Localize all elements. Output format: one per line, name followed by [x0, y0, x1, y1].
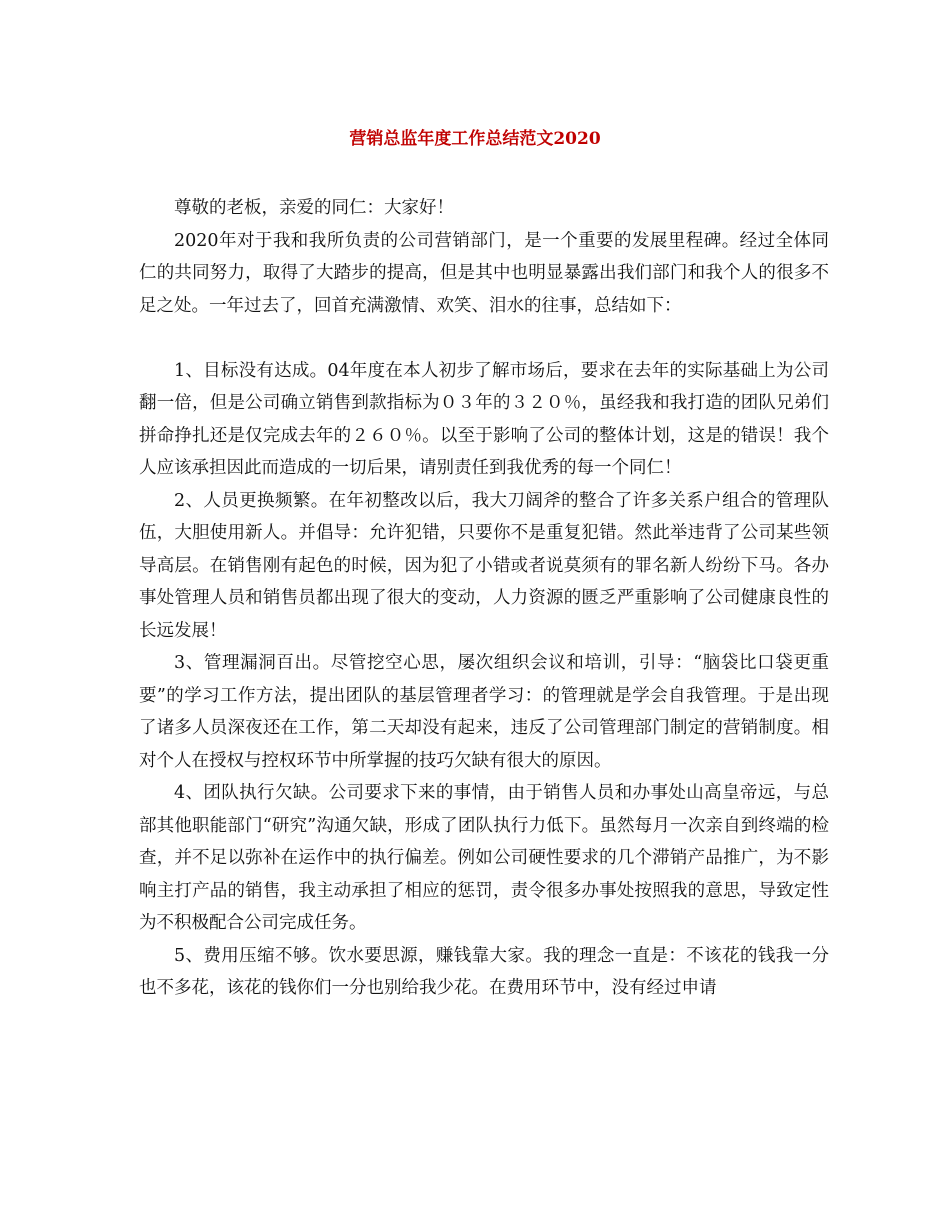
document-title: 营销总监年度工作总结范文2020 [349, 129, 601, 149]
paragraph-item-3: 3、管理漏洞百出。尽管挖空心思，屡次组织会议和培训，引导：“脑袋比口袋更重要”的学习工作方法，提出团队的基层管理者学习：的管理就是学会自我管理。于是出现了诸多人员深夜还在工作，第二天却没有起来，违反了公司管理部门制定的营销制度。相对个人在授权与控权环节中所掌握的技巧欠缺有很大的原因。 [139, 653, 829, 771]
paragraph-item-5: 5、费用压缩不够。饮水要思源，赚钱靠大家。我的理念一直是：不该花的钱我一分也不多花，该花的钱你们一分也别给我少花。在费用环节中，没有经过申请 [139, 945, 829, 998]
paragraph-item-1: 1、目标没有达成。04年度在本人初步了解市场后，要求在去年的实际基础上为公司翻一倍，但是公司确立销售到款指标为０３年的３２０％，虽经我和我打造的团队兄弟们拼命挣扎还是仅完成去年的２６０％。以至于影响了公司的整体计划，这是的错误！我个人应该承担因此而造成的一切后果，请别责任到我优秀的每一个同仁！ [139, 360, 829, 478]
paragraph-item-4: 4、团队执行欠缺。公司要求下来的事情，由于销售人员和办事处山高皇帝远，与总部其他职能部门“研究”沟通欠缺，形成了团队执行力低下。虽然每月一次亲自到终端的检查，并不足以弥补在运作中的执行偏差。例如公司硬性要求的几个滞销产品推广，为不影响主打产品的销售，我主动承担了相应的惩罚，责令很多办事处按照我的意思，导致定性为不积极配合公司完成任务。 [139, 783, 829, 933]
paragraph-intro: 2020年对于我和我所负责的公司营销部门，是一个重要的发展里程碑。经过全体同仁的共同努力，取得了大踏步的提高，但是其中也明显暴露出我们部门和我个人的很多不足之处。一年过去了，回首充满激情、欢笑、泪水的往事，总结如下： [139, 230, 829, 316]
paragraph-greeting: 尊敬的老板，亲爱的同仁：大家好！ [174, 198, 454, 218]
document-body [139, 192, 829, 1005]
paragraph-item-2: 2、人员更换频繁。在年初整改以后，我大刀阔斧的整合了许多关系户组合的管理队伍，大胆使用新人。并倡导：允许犯错，只要你不是重复犯错。然此举违背了公司某些领导高层。在销售刚有起色的时候，因为犯了小错或者说莫须有的罪名新人纷纷下马。各办事处管理人员和销售员都出现了很大的变动，人力资源的匮乏严重影响了公司健康良性的长远发展！ [139, 490, 829, 641]
